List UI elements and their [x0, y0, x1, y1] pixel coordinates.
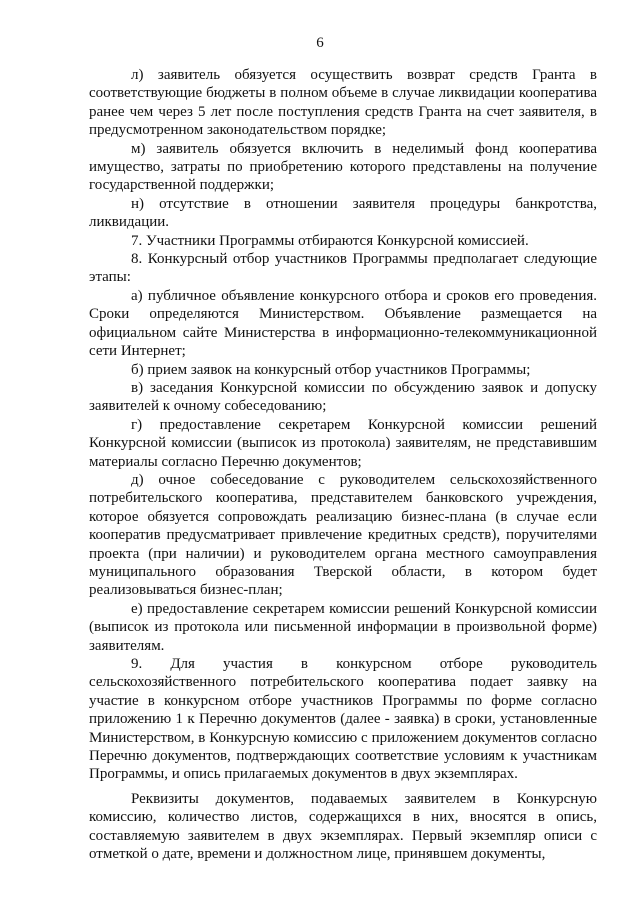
document-body	[89, 66, 597, 863]
page-number: 6	[316, 35, 324, 51]
paragraph-7: 7. Участники Программы отбираются Конкурсной комиссией.	[131, 232, 529, 249]
paragraph-l: л) заявитель обязуется осуществить возврат средств Гранта в соответствующие бюджеты в полном объеме в случае ликвидации кооператива ранее чем через 5 лет после поступления средств Гранта на счет заявителя, в предусмотренном законодательством порядке;	[89, 67, 597, 139]
paragraph-v: в) заседания Конкурсной комиссии по обсуждению заявок и допуску заявителей к очному собеседованию;	[89, 379, 597, 415]
paragraph-a: а) публичное объявление конкурсного отбора и сроков его проведения. Сроки определяются Министерством. Объявление размещается на официальном сайте Министерства в информационно-телекоммуникационной сети Интернет;	[89, 287, 597, 360]
paragraph-n: н) отсутствие в отношении заявителя процедуры банкротства, ликвидации.	[89, 195, 597, 231]
paragraph-requisites: Реквизиты документов, подаваемых заявителем в Конкурсную комиссию, количество листов, содержащихся в них, вносятся в опись, составляемую заявителем в двух экземплярах. Первый экземпляр описи с отметкой о дате, времени и должностном лице, принявшем документы,	[89, 790, 597, 863]
paragraph-8: 8. Конкурсный отбор участников Программы предполагает следующие этапы:	[89, 251, 597, 286]
paragraph-g: г) предоставление секретарем Конкурсной комиссии решений Конкурсной комиссии (выписок из протокола) заявителям, не представившим материалы согласно Перечню документов;	[89, 416, 597, 470]
paragraph-m: м) заявитель обязуется включить в неделимый фонд кооператива имущество, затраты по приобретению которого представлены на получение государственной поддержки;	[89, 140, 597, 194]
paragraph-9: 9. Для участия в конкурсном отборе руководитель сельскохозяйственного потребительского кооператива подает заявку на участие в конкурсном отборе участников Программы по форме согласно приложению 1 к Перечню документов (далее - заявка) в сроки, установленные Министерством, в Конкурсную комиссию с приложением документов согласно Перечню документов, подтверждающих соответствие условиям к участникам Программы, и опись прилагаемых документов в двух экземплярах.	[89, 656, 597, 783]
paragraph-d: д) очное собеседование с руководителем сельскохозяйственного потребительского кооператива, представителем банковского учреждения, которое обязуется сопровождать реализацию бизнес-плана (в случае если кооператив предусматривает привлечение кредитных средств), поручителями проекта (при наличии) и руководителем органа местного самоуправления муниципального образования Тверской области, в котором будет реализовываться бизнес-план;	[89, 471, 597, 599]
paragraph-e: е) предоставление секретарем комиссии решений Конкурсной комиссии (выписок из протокола или письменной информации в произвольной форме) заявителям.	[89, 600, 597, 654]
paragraph-b: б) прием заявок на конкурсный отбор участников Программы;	[131, 361, 531, 378]
